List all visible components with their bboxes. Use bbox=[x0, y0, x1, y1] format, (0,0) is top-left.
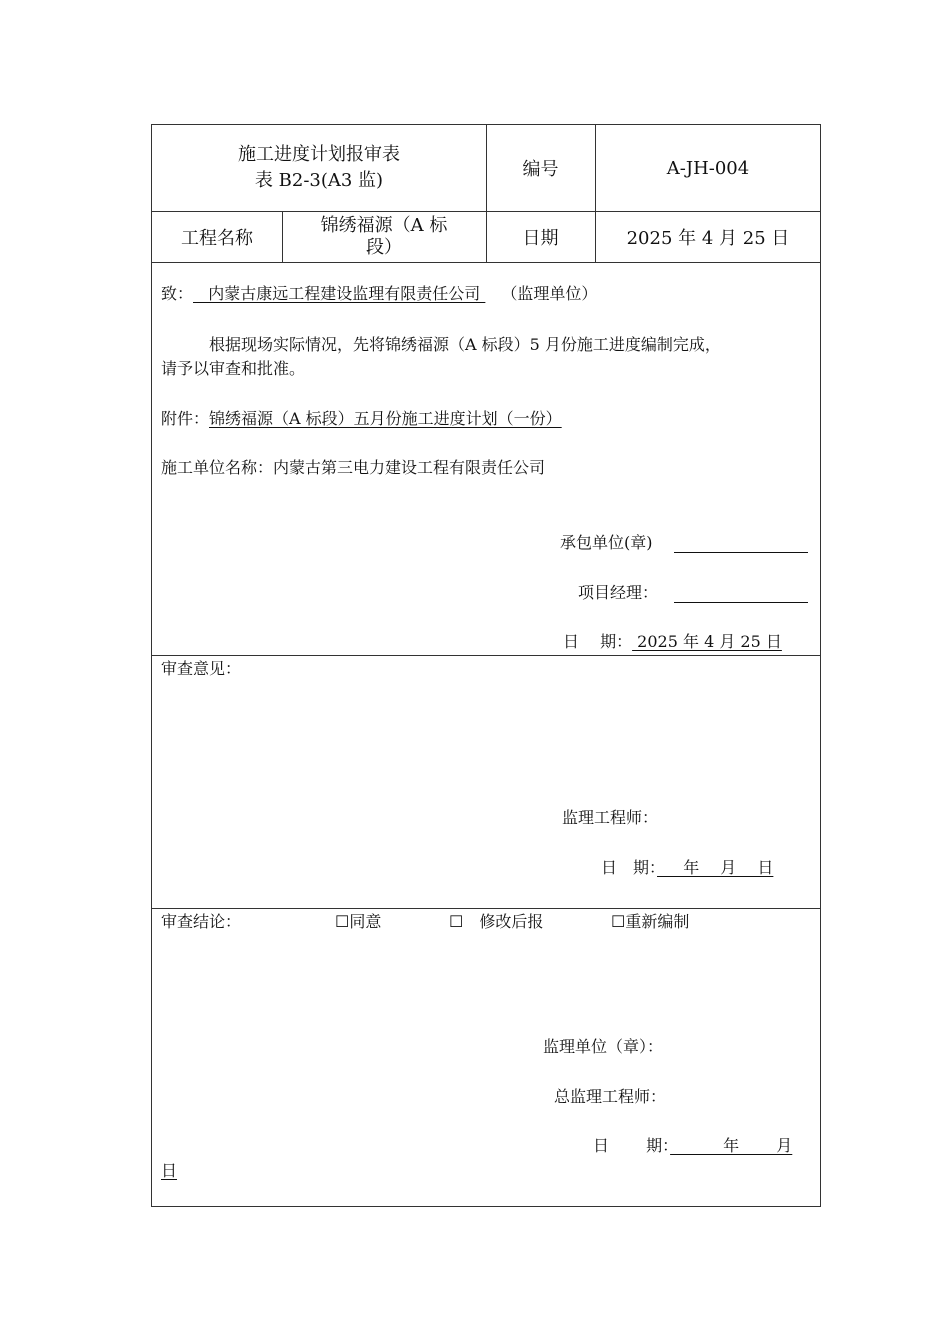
project-manager-label: 项目经理： bbox=[578, 583, 659, 602]
conclusion-date bbox=[593, 1135, 792, 1157]
number-value: A-JH-004 bbox=[666, 157, 750, 179]
row-divider bbox=[152, 908, 820, 909]
contractor-name: 施工单位名称：内蒙古第三电力建设工程有限责任公司 bbox=[161, 458, 546, 477]
project-name-line1: 锦绣福源（A 标 bbox=[320, 214, 448, 236]
to-recipient: 内蒙古康远工程建设监理有限责任公司 bbox=[193, 284, 486, 303]
project-manager-blank bbox=[674, 602, 808, 603]
to-label: 致： bbox=[161, 284, 194, 303]
to-suffix: （监理单位） bbox=[501, 284, 598, 303]
supervising-engineer-label: 监理工程师： bbox=[562, 808, 659, 827]
body-line1: 根据现场实际情况，先将锦绣福源（A 标段）5 月份施工进度编制完成， bbox=[209, 335, 721, 354]
project-name-label: 工程名称 bbox=[181, 227, 253, 249]
progress-plan-report-form bbox=[151, 124, 821, 1207]
supervision-unit-seal-label: 监理单位（章）： bbox=[543, 1037, 664, 1056]
review-date-label: 日 期： bbox=[601, 858, 658, 877]
attachment-label: 附件： bbox=[161, 409, 210, 428]
date-value: 2025 年 4 月 25 日 bbox=[626, 227, 790, 249]
contractor-seal-label: 承包单位(章) bbox=[560, 533, 653, 552]
project-name-value bbox=[282, 211, 486, 262]
application-date-value: 2025 年 4 月 25 日 bbox=[632, 632, 782, 651]
attachment-value: 锦绣福源（A 标段）五月份施工进度计划（一份） bbox=[209, 409, 562, 428]
option-revise-checkbox[interactable]: ☐ 修改后报 bbox=[449, 912, 544, 931]
review-opinion-label: 审查意见： bbox=[161, 659, 242, 678]
to-line bbox=[161, 283, 597, 305]
chief-engineer-label: 总监理工程师： bbox=[554, 1087, 667, 1106]
conclusion-label: 审查结论： bbox=[161, 912, 242, 931]
review-date-value: 年 月 日 bbox=[657, 858, 774, 877]
conclusion-date-value: 年 月 bbox=[670, 1136, 793, 1155]
option-agree-checkbox[interactable]: ☐同意 bbox=[335, 912, 382, 931]
application-date-label: 日 期： bbox=[563, 632, 633, 651]
form-title-line1: 施工进度计划报审表 bbox=[238, 144, 400, 165]
contractor-seal-blank bbox=[674, 552, 808, 553]
option-redo-checkbox[interactable]: ☐重新编制 bbox=[611, 912, 690, 931]
number-label: 编号 bbox=[522, 159, 559, 180]
project-name-line2: 段） bbox=[366, 236, 402, 258]
body-line2: 请予以审查和批准。 bbox=[161, 359, 306, 378]
date-label: 日期 bbox=[522, 227, 559, 249]
form-title-line2: 表 B2-3(A3 监) bbox=[254, 170, 384, 191]
application-date bbox=[563, 631, 782, 653]
row-divider bbox=[152, 262, 820, 263]
conclusion-date-label: 日 期： bbox=[593, 1136, 671, 1155]
attachment-line bbox=[161, 408, 562, 430]
row-divider bbox=[152, 655, 820, 656]
conclusion-date-day: 日 bbox=[161, 1161, 178, 1180]
review-date bbox=[601, 857, 773, 879]
form-title bbox=[152, 125, 486, 211]
